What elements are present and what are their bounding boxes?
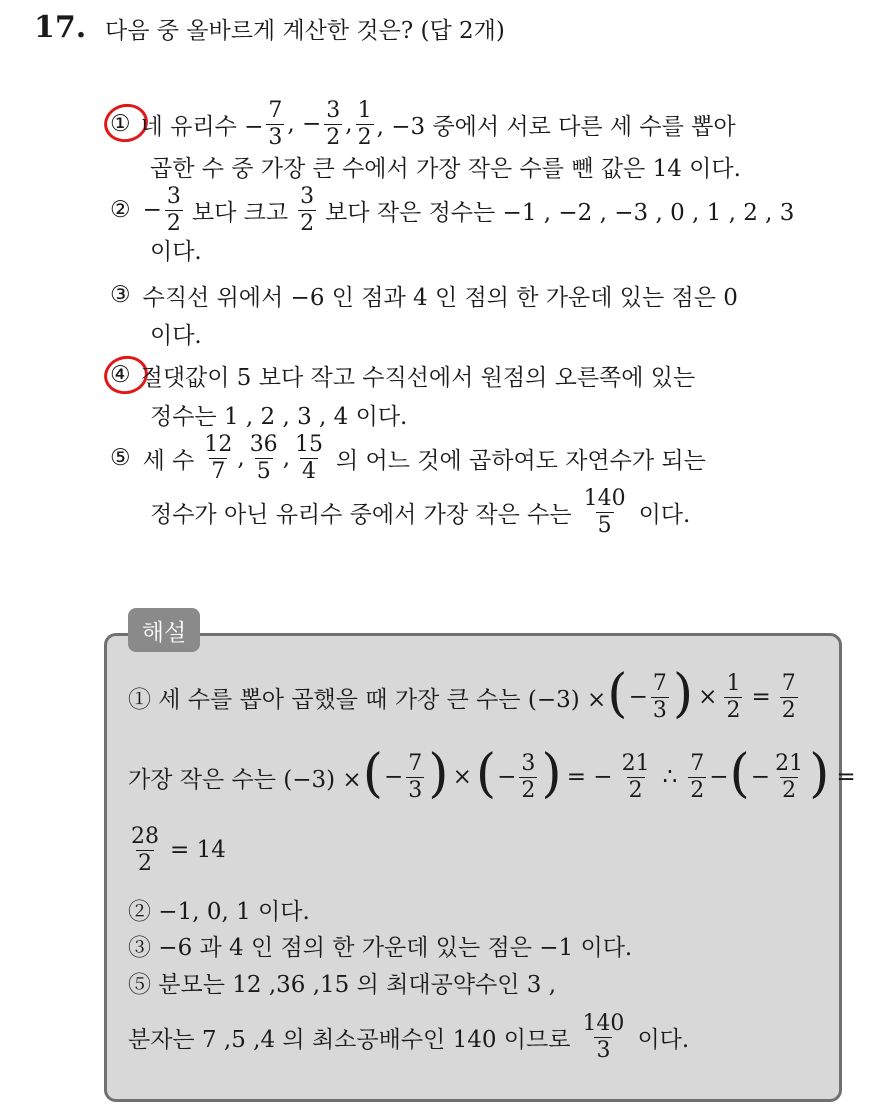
fraction-denominator: 3 — [268, 124, 283, 150]
option-1-line-1 — [110, 93, 736, 155]
option-1-sep-1: , − — [287, 111, 322, 137]
fraction-numerator: 21 — [621, 750, 650, 776]
fraction-denominator: 3 — [408, 777, 423, 803]
fraction-numerator: 7 — [781, 670, 796, 696]
solution-2-fraction-1 — [406, 750, 424, 803]
option-2-text-pre: − — [142, 197, 162, 223]
equals-minus: = − — [566, 764, 613, 790]
fraction-denominator: 2 — [690, 777, 705, 803]
solution-line-3 — [126, 820, 226, 880]
right-paren: ) — [428, 744, 449, 804]
fraction-denominator: 5 — [597, 512, 612, 538]
fraction-numerator: 7 — [652, 670, 667, 696]
fraction-denominator: 2 — [326, 124, 341, 150]
left-paren: ( — [607, 664, 628, 724]
fraction-denominator: 2 — [357, 124, 372, 150]
option-1-text-pre: 네 유리수 − — [140, 113, 264, 140]
option-1-text-post: , −3 중에서 서로 다른 세 수를 뽑아 — [376, 113, 736, 140]
solution-line-6: ⑤ 분모는 12 ,36 ,15 의 최대공약수인 3 , — [128, 972, 557, 998]
equals-sign: = — [836, 764, 856, 790]
fraction-numerator: 7 — [408, 750, 423, 776]
option-2-fraction-2 — [298, 183, 316, 236]
equals-sign: = — [751, 684, 771, 710]
option-5-line-1 — [110, 428, 706, 488]
minus-sign: − — [709, 764, 729, 790]
solution-line-7 — [128, 1005, 689, 1069]
minus-sign: − — [497, 764, 517, 790]
fraction-numerator: 21 — [775, 750, 804, 776]
solution-line-2 — [128, 745, 856, 809]
option-1-sep-2: , — [345, 111, 353, 137]
fraction-denominator: 4 — [302, 458, 316, 484]
fraction-numerator: 140 — [583, 485, 626, 511]
solution-1-fraction-3 — [780, 670, 798, 723]
fraction-denominator: 2 — [782, 777, 797, 803]
option-5-text-pre: 세 수 — [142, 447, 195, 474]
fraction-denominator: 3 — [596, 1037, 611, 1063]
option-1-line-2: 곱한 수 중 가장 큰 수에서 가장 작은 수를 뺀 값은 14 이다. — [150, 156, 741, 182]
fraction-numerator: 3 — [326, 97, 341, 123]
option-5-line-2-post: 이다. — [638, 501, 691, 528]
fraction-denominator: 2 — [300, 210, 315, 236]
left-paren: ( — [729, 744, 750, 804]
fraction-numerator: 1 — [726, 670, 741, 696]
question-text: 다음 중 올바르게 계산한 것은? (답 2개) — [105, 18, 505, 44]
option-5-fraction-4 — [582, 485, 628, 538]
fraction-denominator: 2 — [726, 697, 741, 723]
solution-line-1-pre: ① 세 수를 뽑아 곱했을 때 가장 큰 수는 (−3) × — [128, 686, 607, 713]
option-3-mark: ③ — [110, 282, 131, 308]
solution-7-fraction-1 — [580, 1010, 626, 1063]
solution-1-fraction-2 — [724, 670, 742, 723]
solution-2-fraction-5 — [773, 750, 805, 803]
fraction-denominator: 7 — [211, 458, 226, 484]
solution-line-2-pre: 가장 작은 수는 (−3) × — [128, 766, 362, 793]
option-5-line-2 — [150, 482, 690, 542]
left-paren: ( — [475, 744, 497, 804]
minus-sign: − — [383, 764, 404, 790]
fraction-numerator: 3 — [521, 750, 536, 776]
option-4-line-1 — [110, 360, 695, 390]
solution-2-fraction-2 — [519, 750, 537, 803]
option-5-fraction-3 — [293, 431, 325, 484]
solution-3-fraction-1 — [129, 823, 161, 876]
solution-line-4: ② −1, 0, 1 이다. — [128, 899, 310, 925]
solution-1-fraction-1 — [651, 670, 669, 723]
fraction-denominator: 5 — [256, 458, 271, 484]
fraction-numerator: 140 — [582, 1010, 625, 1036]
option-5-mark: ⑤ — [110, 445, 131, 471]
option-1-mark: ① — [110, 111, 131, 137]
option-2-line-2: 이다. — [150, 239, 202, 265]
option-5-text-post: 의 어느 것에 곱하여도 자연수가 되는 — [336, 447, 706, 474]
solution-2-fraction-3 — [620, 750, 652, 803]
fraction-numerator: 3 — [166, 183, 181, 209]
fraction-numerator: 12 — [204, 431, 233, 457]
times-sign: × — [452, 764, 472, 790]
fraction-numerator: 7 — [690, 750, 705, 776]
fraction-numerator: 3 — [300, 183, 315, 209]
solution-line-7-post: 이다. — [637, 1026, 690, 1053]
solution-line-3-post: = 14 — [170, 837, 226, 863]
option-2-line-1 — [110, 180, 794, 240]
option-3-line-1 — [110, 280, 738, 310]
solution-tag: 해설 — [128, 608, 200, 652]
option-3-line-2: 이다. — [150, 323, 202, 349]
fraction-numerator: 36 — [249, 431, 278, 457]
right-paren: ) — [672, 664, 694, 724]
option-3-text: 수직선 위에서 −6 인 점과 4 인 점의 한 가운데 있는 점은 0 — [142, 284, 738, 311]
right-paren: ) — [809, 744, 830, 804]
fraction-numerator: 7 — [268, 97, 283, 123]
fraction-denominator: 2 — [781, 697, 796, 723]
option-2-text-mid: 보다 크고 — [191, 199, 289, 226]
fraction-numerator: 28 — [131, 823, 159, 849]
question-number: 17. — [34, 10, 87, 45]
therefore-sign: ∴ — [662, 764, 678, 790]
times-sign: × — [698, 684, 718, 710]
fraction-denominator: 2 — [166, 210, 181, 236]
option-4-mark: ④ — [110, 362, 131, 388]
option-5-line-2-pre: 정수가 아닌 유리수 중에서 가장 작은 수는 — [150, 501, 572, 528]
option-1-fraction-2 — [324, 97, 342, 150]
option-5-sep-1: , — [237, 445, 245, 471]
option-2-text-post: 보다 작은 정수는 −1 , −2 , −3 , 0 , 1 , 2 , 3 — [325, 199, 795, 226]
solution-line-7-pre: 분자는 7 ,5 ,4 의 최소공배수인 140 이므로 — [128, 1026, 571, 1053]
fraction-denominator: 2 — [628, 777, 643, 803]
left-paren: ( — [362, 744, 383, 804]
option-4-line-2: 정수는 1 , 2 , 3 , 4 이다. — [150, 404, 408, 430]
fraction-numerator: 1 — [357, 97, 372, 123]
solution-2-fraction-4 — [688, 750, 706, 803]
option-5-sep-2: , — [282, 445, 290, 471]
option-1-fraction-3 — [356, 97, 374, 150]
fraction-numerator: 15 — [295, 431, 323, 457]
option-5-fraction-2 — [248, 431, 280, 484]
right-paren: ) — [541, 744, 562, 804]
minus-sign: − — [750, 764, 771, 790]
solution-line-1 — [128, 665, 801, 729]
option-2-mark: ② — [110, 197, 131, 223]
solution-line-5: ③ −6 과 4 인 점의 한 가운데 있는 점은 −1 이다. — [128, 935, 633, 961]
option-2-fraction-1 — [165, 183, 183, 236]
fraction-denominator: 2 — [138, 850, 152, 876]
fraction-denominator: 2 — [521, 777, 536, 803]
option-1-fraction-1 — [266, 97, 284, 150]
minus-sign: − — [628, 684, 648, 710]
fraction-denominator: 3 — [652, 697, 667, 723]
option-5-fraction-1 — [202, 431, 234, 484]
option-4-text: 절댓값이 5 보다 작고 수직선에서 원점의 오른쪽에 있는 — [140, 364, 696, 391]
